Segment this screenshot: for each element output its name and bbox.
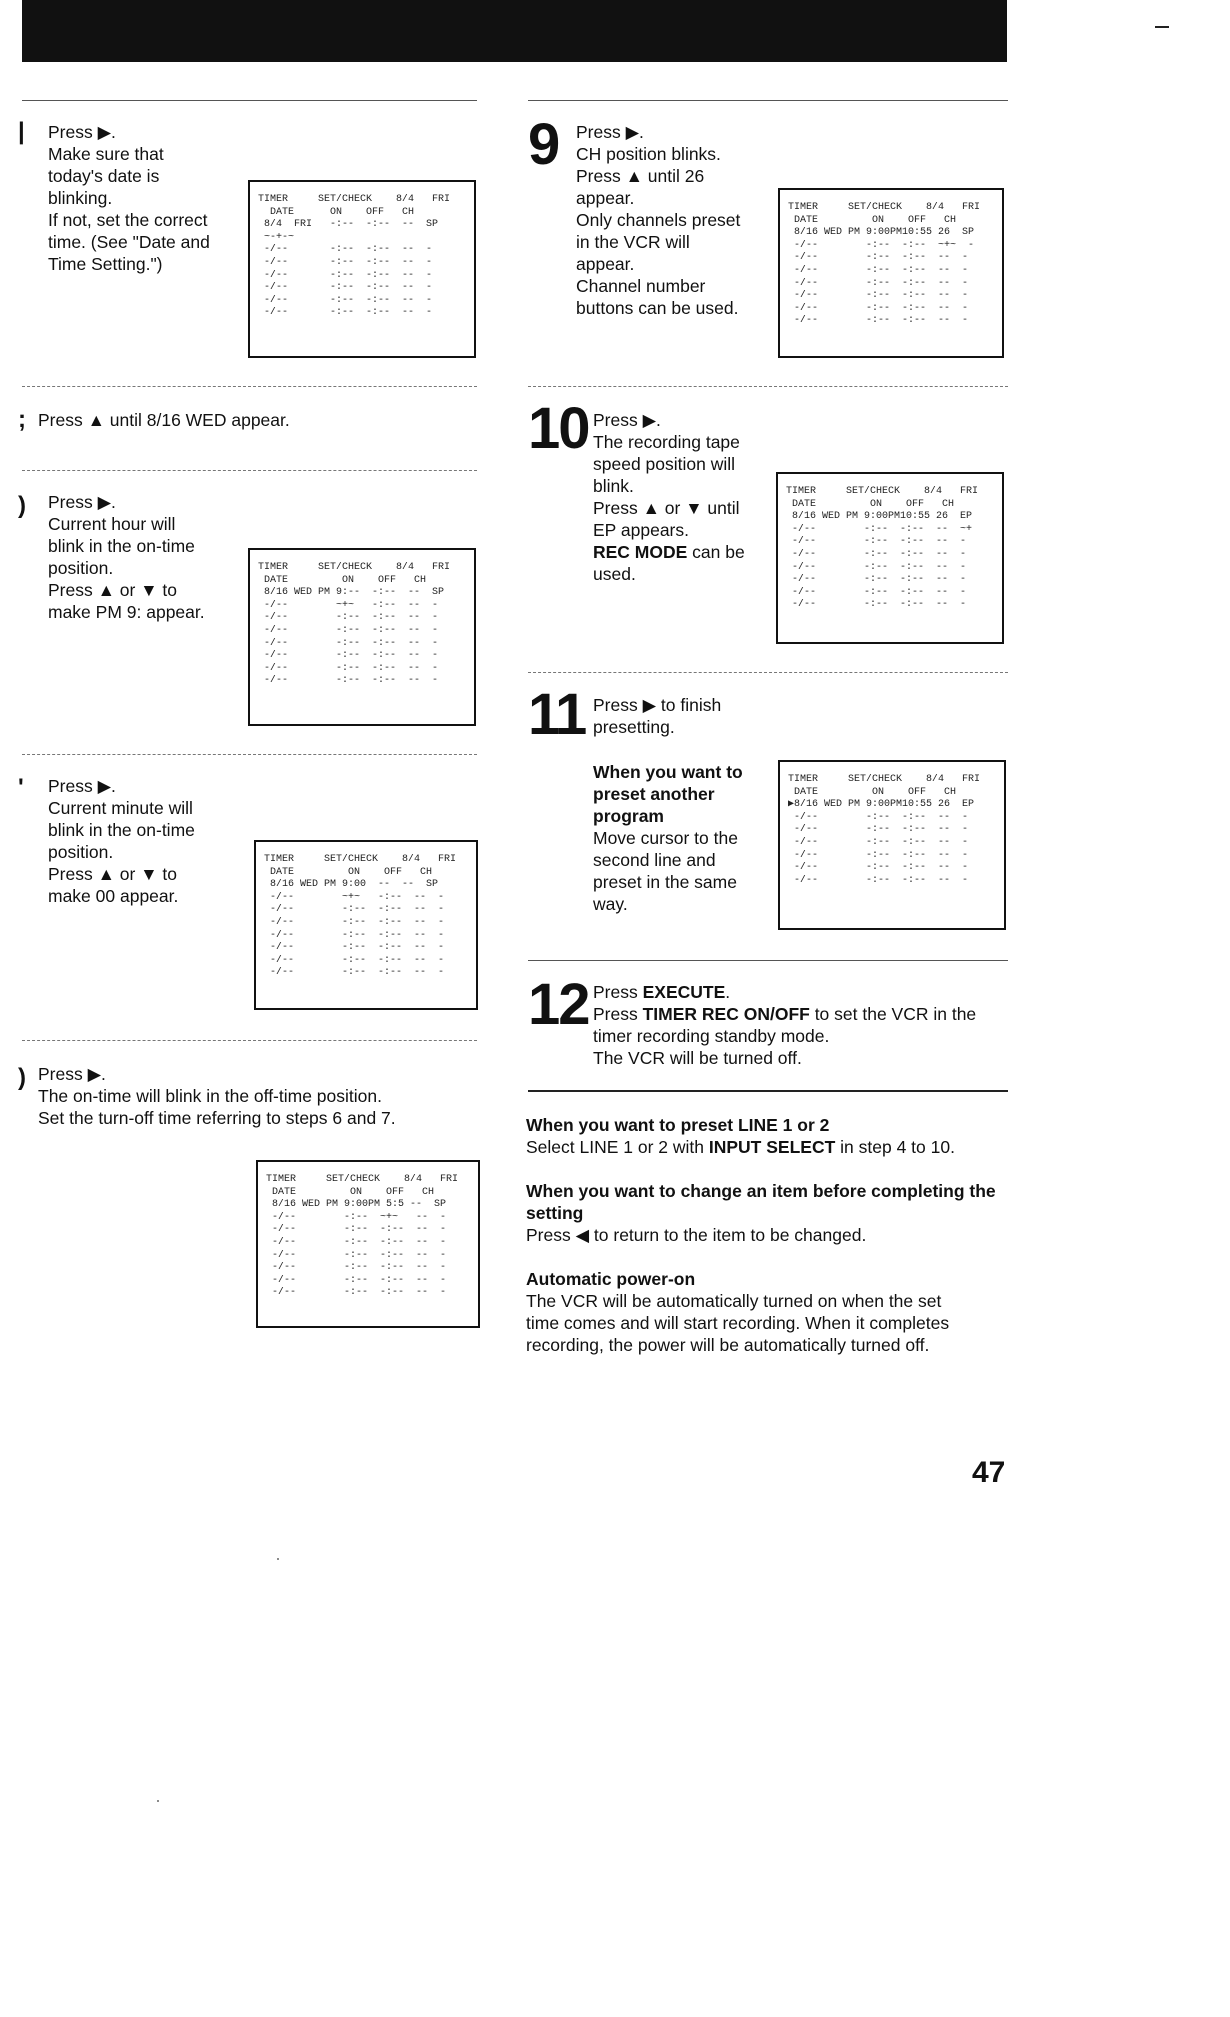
screen-line: -/-- -:-- -:-- -- - bbox=[258, 269, 433, 281]
timer-screen-lines bbox=[266, 1174, 472, 1300]
screen-line: 8/16 WED PM 9:00PM10:55 26 EP bbox=[786, 511, 973, 523]
screen-line: -/-- -:-- -:-- -- - bbox=[258, 662, 439, 674]
screen-line: 8/16 WED PM 9:00PM10:55 26 SP bbox=[788, 227, 975, 239]
screen-line: -/-- -:-- -:-- -- - bbox=[258, 294, 433, 306]
timer-screen-lines bbox=[788, 202, 996, 328]
screen-line: 8/16 WED PM 9:-- -:-- -- SP bbox=[258, 587, 445, 599]
speck bbox=[277, 1558, 279, 1560]
divider bbox=[528, 100, 1008, 101]
screen-line: TIMER SET/CHECK 8/4 FRI bbox=[266, 1174, 459, 1185]
divider bbox=[22, 1040, 477, 1041]
screen-line: -/-- -:-- -:-- -- - bbox=[264, 954, 445, 966]
screen-line: -/-- ~+~ -:-- -- - bbox=[264, 891, 445, 903]
screen-line: DATE ON OFF CH bbox=[788, 786, 957, 798]
screen-line: -/-- -:-- -:-- -- - bbox=[264, 942, 445, 954]
screen-line: DATE ON OFF CH bbox=[266, 1186, 435, 1198]
screen-line: -/-- -:-- -:-- -- - bbox=[788, 874, 969, 886]
screen-line: TIMER SET/CHECK 8/4 FRI bbox=[264, 854, 457, 865]
execute-label: EXECUTE bbox=[642, 982, 726, 1002]
step-text: Press ▲ until 8/16 WED appear. bbox=[38, 410, 290, 430]
note-change-item: When you want to change an item before completing the setting Press ◀ to return to the item to be changed. bbox=[526, 1181, 996, 1245]
divider bbox=[528, 386, 1008, 387]
timer-screen bbox=[248, 548, 476, 726]
screen-line: -/-- -:-- -:-- -- - bbox=[788, 836, 969, 848]
screen-line: TIMER SET/CHECK 8/4 FRI bbox=[788, 774, 981, 785]
step-text: Press ▶. Current hour will blink in the on-time position. Press ▲ or ▼ to make PM 9: appear. bbox=[48, 492, 205, 622]
screen-line: -/-- -:-- -:-- -- - bbox=[788, 315, 969, 327]
screen-line: -/-- -:-- -:-- -- - bbox=[788, 811, 969, 823]
screen-line: -/-- -:-- -:-- -- - bbox=[266, 1249, 447, 1261]
step-8-text: Press ▶. Make sure that today's date is blinking. If not, set the correct time. (See "Date and Time Setting.") bbox=[48, 122, 210, 274]
screen-line: -/-- -:-- -:-- -- - bbox=[258, 612, 439, 624]
timer-screen-lines bbox=[258, 562, 468, 688]
screen-line: TIMER SET/CHECK 8/4 FRI bbox=[786, 486, 979, 497]
screen-line: -/-- -:-- ~+~ -- - bbox=[266, 1211, 447, 1223]
screen-line: -/-- -:-- -:-- -- - bbox=[788, 862, 969, 874]
screen-line: -/-- -:-- -:-- -- - bbox=[264, 904, 445, 916]
timer-screen-lines bbox=[258, 194, 468, 320]
timer-screen bbox=[254, 840, 478, 1010]
screen-line: 8/16 WED PM 9:00 -- -- SP bbox=[264, 879, 439, 891]
step-11-subtext: When you want to preset another program Move cursor to the second line and preset in the same way. bbox=[593, 762, 743, 914]
screen-line: -/-- -:-- -:-- -- - bbox=[788, 824, 969, 836]
screen-line: DATE ON OFF CH bbox=[786, 498, 955, 510]
screen-line: -/-- -:-- -:-- -- - bbox=[788, 264, 969, 276]
timer-screen-lines bbox=[786, 486, 996, 612]
step-mark: ) bbox=[18, 492, 26, 519]
timer-screen bbox=[776, 472, 1004, 644]
screen-line: -/-- -:-- -:-- -- - bbox=[258, 675, 439, 687]
screen-line: -/-- -:-- -:-- -- - bbox=[786, 574, 967, 586]
timer-screen bbox=[256, 1160, 480, 1328]
divider bbox=[528, 960, 1008, 961]
step-number: 9 bbox=[528, 112, 559, 177]
timer-screen bbox=[778, 760, 1006, 930]
header-bar bbox=[22, 0, 1007, 62]
screen-line: TIMER SET/CHECK 8/4 FRI bbox=[258, 562, 451, 573]
screen-line: -/-- -:-- -:-- -- - bbox=[258, 650, 439, 662]
step-11-text: Press ▶ to finish presetting. bbox=[593, 695, 722, 737]
timer-rec-label: TIMER REC ON/OFF bbox=[642, 1004, 810, 1024]
timer-screen-lines bbox=[264, 854, 470, 980]
screen-line: -/-- -:-- -:-- -- - bbox=[258, 256, 433, 268]
screen-line: -/-- -:-- -:-- -- - bbox=[788, 302, 969, 314]
edge-mark bbox=[1155, 26, 1169, 28]
screen-line: -/-- -:-- -:-- -- - bbox=[266, 1287, 447, 1299]
divider bbox=[22, 386, 477, 387]
screen-line: -/-- -:-- -:-- -- - bbox=[786, 536, 967, 548]
page-number: 47 bbox=[972, 1456, 1006, 1489]
step-mark: | bbox=[18, 118, 25, 145]
screen-line: -/-- -:-- -:-- -- - bbox=[264, 967, 445, 979]
screen-line: -/-- -:-- -:-- -- - bbox=[264, 916, 445, 928]
speck bbox=[157, 1800, 159, 1802]
note-auto-power: Automatic power-on The VCR will be automatically turned on when the set time comes and will start recording. When it completes recording, the power will be automatically turned off. bbox=[526, 1269, 950, 1355]
screen-line: DATE ON OFF CH bbox=[788, 214, 957, 226]
timer-screen bbox=[778, 188, 1004, 358]
screen-line: -/-- -:-- -:-- -- - bbox=[258, 637, 439, 649]
screen-line: TIMER SET/CHECK 8/4 FRI bbox=[258, 194, 451, 205]
screen-line: -/-- -:-- -:-- ~+~ - bbox=[788, 239, 975, 251]
step-12-text: Press EXECUTE. Press TIMER REC ON/OFF to set the VCR in the timer recording standby mode. The VCR will be turned off. bbox=[593, 982, 977, 1068]
step-text: Press ▶. Current minute will blink in the on-time position. Press ▲ or ▼ to make 00 appear. bbox=[48, 776, 195, 906]
screen-line: -/-- -:-- -:-- -- - bbox=[258, 244, 433, 256]
divider bbox=[22, 100, 477, 101]
step-mark: ' bbox=[18, 774, 24, 801]
step-10-text: Press ▶. The recording tape speed position will blink. Press ▲ or ▼ until EP appears. REC MODE can be used. bbox=[593, 410, 745, 584]
screen-line: -/-- -:-- -:-- -- - bbox=[258, 282, 433, 294]
step-number: 11 bbox=[528, 682, 586, 747]
screen-line: DATE ON OFF CH bbox=[258, 206, 415, 218]
screen-line: DATE ON OFF CH bbox=[258, 574, 427, 586]
screen-line: -/-- -:-- -:-- -- - bbox=[258, 624, 439, 636]
screen-line: -/-- -:-- -:-- -- - bbox=[786, 561, 967, 573]
screen-line: -/-- -:-- -:-- -- - bbox=[266, 1274, 447, 1286]
step-mark: ; bbox=[18, 406, 26, 433]
divider bbox=[22, 470, 477, 471]
step-9-text: Press ▶. CH position blinks. Press ▲ until 26 appear. Only channels preset in the VCR will appear. Channel number buttons can be used. bbox=[576, 122, 741, 318]
screen-line: 8/4 FRI -:-- -:-- -- SP bbox=[258, 219, 439, 231]
screen-line: -/-- -:-- -:-- -- - bbox=[788, 290, 969, 302]
timer-screen-lines bbox=[788, 774, 998, 887]
screen-line: TIMER SET/CHECK 8/4 FRI bbox=[788, 202, 981, 213]
screen-line: -/-- -:-- -:-- -- - bbox=[788, 849, 969, 861]
step-number: 10 bbox=[528, 396, 589, 461]
screen-line: DATE ON OFF CH bbox=[264, 866, 433, 878]
screen-line: -/-- -:-- -:-- -- - bbox=[264, 929, 445, 941]
divider bbox=[22, 754, 477, 755]
screen-line: -/-- -:-- -:-- -- - bbox=[266, 1236, 447, 1248]
step-number: 12 bbox=[528, 972, 589, 1037]
screen-line: -/-- -:-- -:-- -- - bbox=[786, 599, 967, 611]
screen-line: -/-- -:-- -:-- -- - bbox=[786, 548, 967, 560]
screen-line: -/-- -:-- -:-- -- - bbox=[788, 277, 969, 289]
screen-line: -/-- -:-- -:-- -- - bbox=[266, 1262, 447, 1274]
timer-screen bbox=[248, 180, 476, 358]
screen-line: -/-- -:-- -:-- -- - bbox=[266, 1224, 447, 1236]
screen-line: -/-- -:-- -:-- -- - bbox=[786, 586, 967, 598]
step-text: Press ▶. The on-time will blink in the off-time position. Set the turn-off time referring to steps 6 and 7. bbox=[38, 1064, 396, 1128]
divider bbox=[528, 1090, 1008, 1092]
screen-line: ~-+-~ bbox=[258, 231, 295, 243]
note-line-select: When you want to preset LINE 1 or 2 Select LINE 1 or 2 with INPUT SELECT in step 4 to 10. bbox=[526, 1115, 955, 1157]
rec-mode-label: REC MODE bbox=[593, 542, 688, 562]
screen-line: -/-- -:-- -:-- -- - bbox=[788, 252, 969, 264]
screen-line: 8/16 WED PM 9:00PM 5:5 -- SP bbox=[266, 1199, 447, 1211]
screen-line: -/-- -:-- -:-- -- ~+ bbox=[786, 523, 973, 535]
screen-line: ▶8/16 WED PM 9:00PM10:55 26 EP bbox=[788, 799, 975, 811]
step-mark: ) bbox=[18, 1064, 26, 1091]
screen-line: -/-- ~+~ -:-- -- - bbox=[258, 599, 439, 611]
divider bbox=[528, 672, 1008, 673]
screen-line: -/-- -:-- -:-- -- - bbox=[258, 307, 433, 319]
